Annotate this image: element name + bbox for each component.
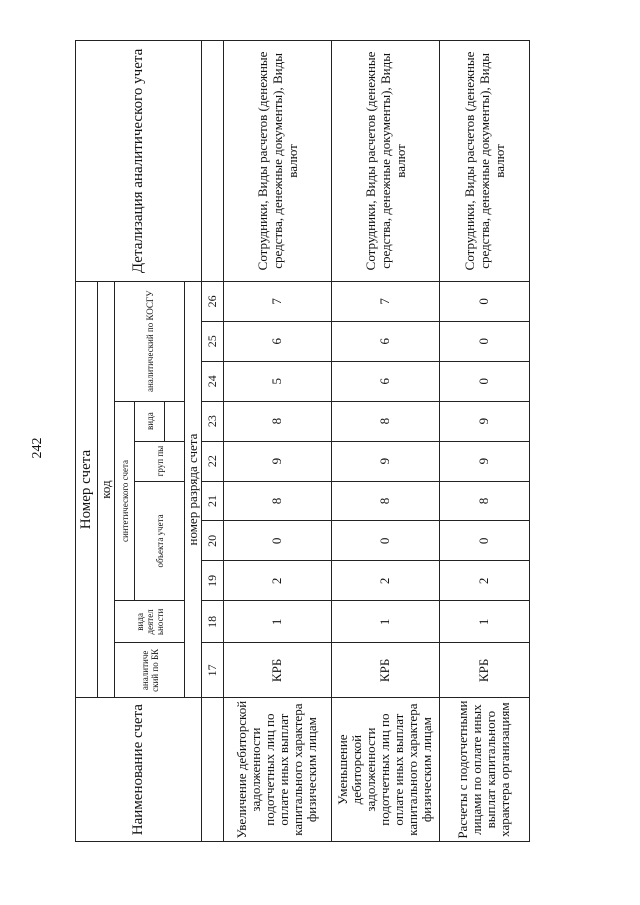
value-cell: КРБ [331,643,439,698]
header-activity-type: вида деятел ьности [115,601,185,643]
value-cell: 2 [439,561,529,601]
value-cell: 0 [439,281,529,321]
value-cell: 0 [331,521,439,561]
table-row [331,41,439,842]
column-number: 23 [202,401,224,441]
value-cell: 8 [224,401,332,441]
value-cell: 6 [331,361,439,401]
value-cell: 9 [331,441,439,481]
value-cell: КРБ [224,643,332,698]
value-cell: 7 [224,281,332,321]
value-cell: 2 [331,561,439,601]
column-number: 17 [202,643,224,698]
table-row [224,41,332,842]
account-name-cell: Увеличение дебиторской задолженности подотчетных лиц по оплате иных выплат капитального характера физическим лицам [224,698,332,842]
detail-cell: Сотрудники, Виды расчетов (денежные средства, денежные документы), Виды валют [224,41,332,282]
header-account-number: Номер счета [76,281,98,697]
value-cell: 9 [439,441,529,481]
header-blank-detail [202,41,224,282]
value-cell: 8 [331,481,439,521]
detail-cell: Сотрудники, Виды расчетов (денежные средства, денежные документы), Виды валют [439,41,529,282]
header-kind-spacer [165,401,185,441]
value-cell: 9 [439,401,529,441]
header-blank-name [202,698,224,842]
value-cell: 0 [224,521,332,561]
header-object: объекта учета [135,481,185,601]
table-row [439,41,529,842]
header-code: код [98,281,115,697]
value-cell: 8 [224,481,332,521]
column-number: 25 [202,321,224,361]
account-name-cell: Расчеты с подотчетными лицами по оплате иных выплат капитального характера организациям [439,698,529,842]
value-cell: 2 [224,561,332,601]
value-cell: 0 [439,361,529,401]
column-number: 22 [202,441,224,481]
value-cell: 6 [224,321,332,361]
header-detail: Детализация аналитического учета [76,41,202,282]
header-group: груп пы [135,441,185,481]
accounts-table [75,40,530,842]
column-number: 26 [202,281,224,321]
value-cell: 1 [331,601,439,643]
account-name-cell: Уменьшение дебиторской задолженности подотчетных лиц по оплате иных выплат капитального характера физическим лицам [331,698,439,842]
rotated-table-wrapper [75,40,530,842]
detail-cell: Сотрудники, Виды расчетов (денежные средства, денежные документы), Виды валют [331,41,439,282]
column-number: 19 [202,561,224,601]
header-analytic-kosgu: аналитический по КОСГУ [115,281,185,401]
value-cell: 0 [439,321,529,361]
value-cell: 6 [331,321,439,361]
column-number: 21 [202,481,224,521]
header-synthetic: синтетического счета [115,401,135,601]
value-cell: 8 [439,481,529,521]
value-cell: 1 [439,601,529,643]
value-cell: 9 [224,441,332,481]
value-cell: 0 [439,521,529,561]
header-kind: вида [135,401,165,441]
value-cell: 1 [224,601,332,643]
value-cell: 5 [224,361,332,401]
header-account-name: Наименование счета [76,698,202,842]
value-cell: 7 [331,281,439,321]
header-digit-numbers: номер разряда счета [185,281,202,697]
header-analytic-bk: аналитиче ский по БК [115,643,185,698]
value-cell: КРБ [439,643,529,698]
page-number: 242 [30,437,45,459]
column-number: 20 [202,521,224,561]
column-number: 24 [202,361,224,401]
column-number: 18 [202,601,224,643]
value-cell: 8 [331,401,439,441]
